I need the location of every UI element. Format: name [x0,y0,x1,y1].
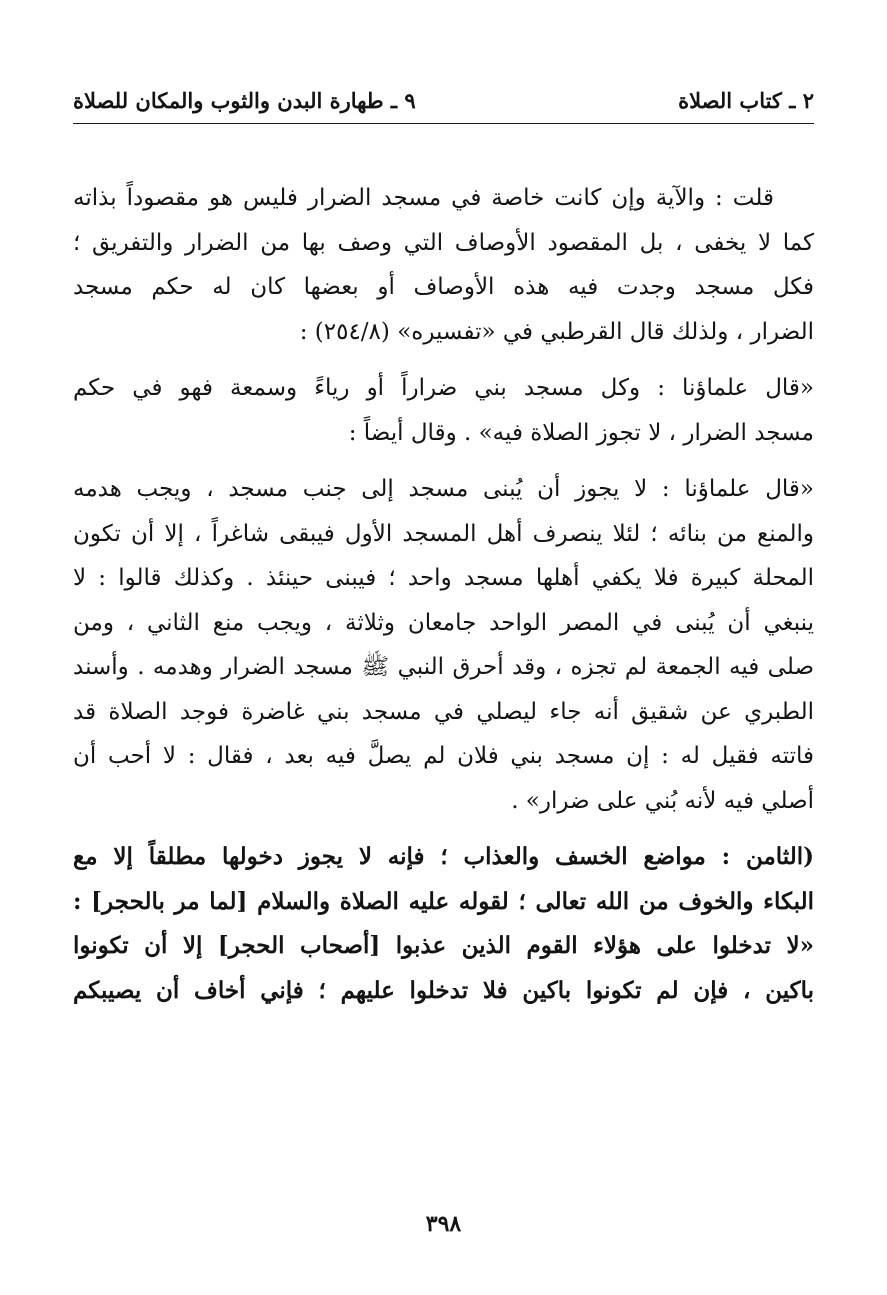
text-line: المحلة كبيرة فلا يكفي أهلها مسجد واحد ؛ فيبنى حينئذ . وكذلك قالوا : لا [73,565,814,591]
text-line: «قال علماؤنا : وكل مسجد بني ضراراً أو رياءً وسمعة فهو في حكم [73,375,814,401]
running-head [73,82,814,118]
main-text [73,176,814,1025]
text-line: البكاء والخوف من الله تعالى ؛ لقوله عليه الصلاة والسلام [لما مر بالحجر] : [73,887,814,915]
text-line: «قال علماؤنا : لا يجوز أن يُبنى مسجد إلى جنب مسجد ، ويجب هدمه [73,476,814,502]
text-line: مسجد الضرار ، لا تجوز الصلاة فيه» . وقال أيضاً : [348,419,814,446]
text-line: أصلي فيه لأنه بُني على ضرار» . [511,787,814,814]
text-line: كما لا يخفى ، بل المقصود الأوصاف التي وصف بها من الضرار والتفريق ؛ [73,229,814,256]
text-line: ينبغي أن يُبنى في المصر الواحد جامعان وثلاثة ، ويجب منع الثاني ، ومن [73,609,814,636]
text-line: قلت : والآية وإن كانت خاصة في مسجد الضرار فليس هو مقصوداً بذاته [73,185,774,211]
header-divider [73,123,814,124]
text-line: (الثامن : مواضع الخسف والعذاب ؛ فإنه لا يجوز دخولها مطلقاً إلا مع [73,843,814,870]
text-line: والمنع من بنائه ؛ لئلا ينصرف أهل المسجد الأول فيبقى شاغراً ، إلا أن تكون [73,520,814,547]
chapter-title: ٢ ـ كتاب الصلاة [678,87,814,113]
page-number: ٣٩٨ [425,1211,462,1237]
text-line: «لا تدخلوا على هؤلاء القوم الذين عذبوا [أصحاب الحجر] إلا أن تكونوا [73,932,814,959]
text-line: فكل مسجد وجدت فيه هذه الأوصاف أو بعضها كان له حكم مسجد [73,274,814,300]
text-line: باكين ، فإن لم تكونوا باكين فلا تدخلوا عليهم ؛ فإني أخاف أن يصيبكم [73,976,815,1004]
text-line: الضرار ، ولذلك قال القرطبي في «تفسيره» (٢٥٤/٨) : [299,318,814,345]
text-line: صلى فيه الجمعة لم تجزه ، وقد أحرق النبي ﷺ مسجد الضرار وهدمه . وأسند [73,654,814,680]
text-line: الطبري عن شقيق أنه جاء ليصلي في مسجد بني غاضرة فوجد الصلاة قد [73,698,814,725]
paragraph-quote-1 [73,366,814,455]
paragraph-quote-2 [73,467,814,823]
text-line: فاتته فقيل له : إن مسجد بني فلان لم يصلَّ فيه بعد ، فقال : لا أحب أن [73,743,814,769]
paragraph-commentary [73,176,814,354]
section-title: ٩ ـ طهارة البدن والثوب والمكان للصلاة [73,87,416,113]
paragraph-eighth-point [73,835,814,1013]
